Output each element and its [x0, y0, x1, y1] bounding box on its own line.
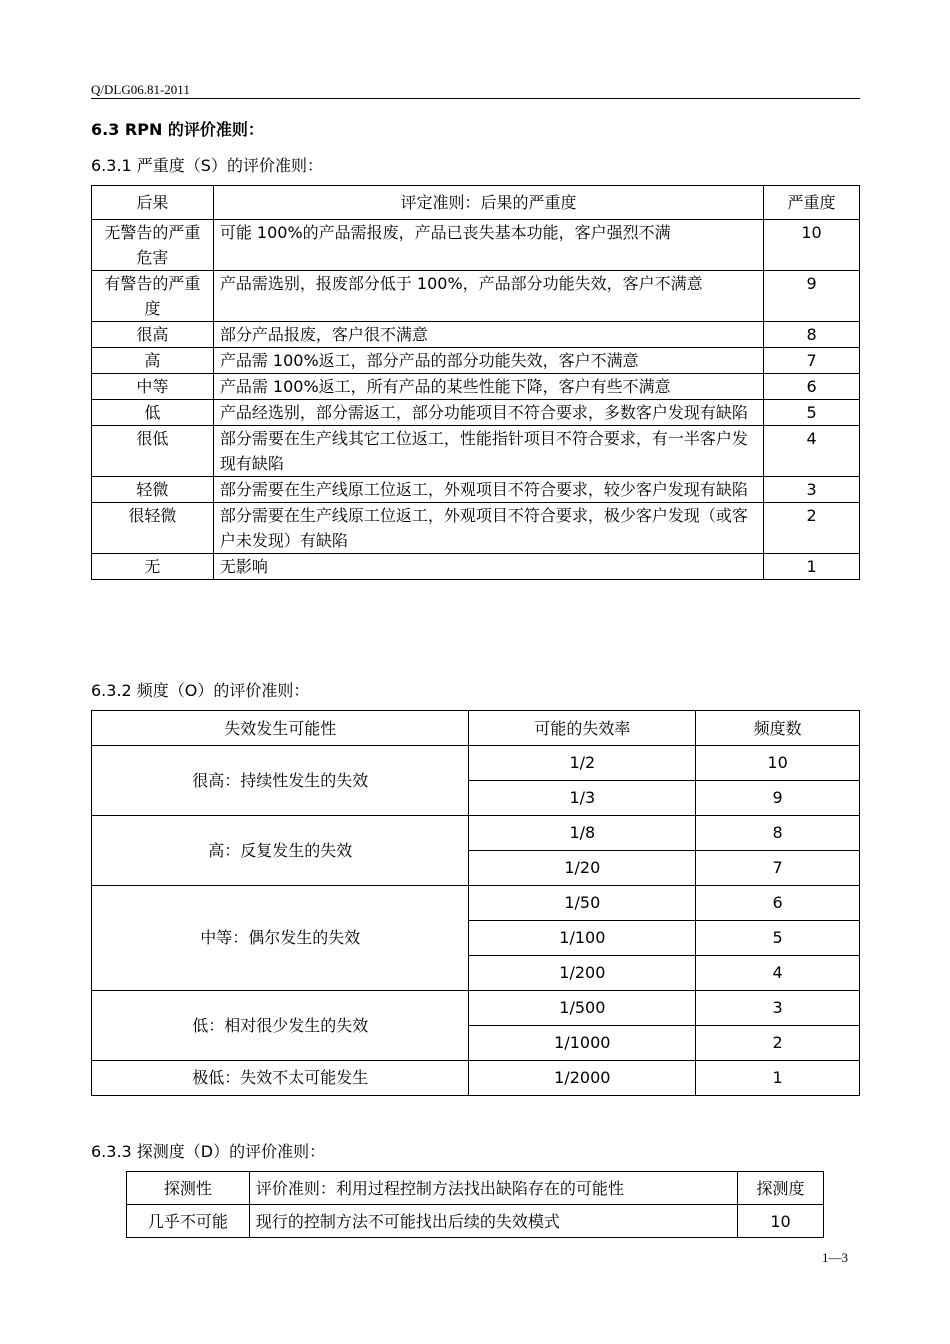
severity-effect-cell: 低 — [92, 400, 214, 426]
severity-rank-cell: 7 — [764, 348, 860, 374]
occurrence-rank-cell: 10 — [696, 746, 860, 781]
severity-criteria-cell: 无影响 — [213, 554, 763, 580]
occurrence-likelihood-cell: 低：相对很少发生的失效 — [92, 991, 469, 1061]
severity-effect-cell: 很轻微 — [92, 503, 214, 554]
occurrence-rate-cell: 1/100 — [469, 921, 696, 956]
severity-criteria-cell: 部分产品报废，客户很不满意 — [213, 322, 763, 348]
severity-effect-cell: 轻微 — [92, 477, 214, 503]
table-row — [92, 271, 860, 322]
severity-rank-cell: 1 — [764, 554, 860, 580]
severity-rank-cell: 10 — [764, 220, 860, 271]
severity-rank-cell: 5 — [764, 400, 860, 426]
occurrence-likelihood-cell: 很高：持续性发生的失效 — [92, 746, 469, 816]
severity-criteria-cell: 部分需要在生产线原工位返工，外观项目不符合要求，较少客户发现有缺陷 — [213, 477, 763, 503]
page-number: 1—3 — [822, 1250, 848, 1265]
occurrence-rank-cell: 3 — [696, 991, 860, 1026]
occurrence-header-likelihood: 失效发生可能性 — [92, 711, 469, 746]
severity-rank-cell: 8 — [764, 322, 860, 348]
severity-criteria-cell: 部分需要在生产线原工位返工，外观项目不符合要求，极少客户发现（或客户未发现）有缺陷 — [213, 503, 763, 554]
occurrence-rank-cell: 6 — [696, 886, 860, 921]
table-row — [92, 503, 860, 554]
occurrence-rank-cell: 4 — [696, 956, 860, 991]
occurrence-rank-cell: 7 — [696, 851, 860, 886]
severity-effect-cell: 有警告的严重度 — [92, 271, 214, 322]
section-title: 6.3 RPN 的评价准则： — [91, 120, 264, 139]
occurrence-header-rate: 可能的失效率 — [469, 711, 696, 746]
document-code: Q/DLG06.81-2011 — [91, 82, 190, 97]
occurrence-rank-cell: 9 — [696, 781, 860, 816]
occurrence-rate-cell: 1/3 — [469, 781, 696, 816]
occurrence-header-rank: 频度数 — [696, 711, 860, 746]
occurrence-likelihood-cell: 中等：偶尔发生的失效 — [92, 886, 469, 991]
detection-criteria-cell: 现行的控制方法不可能找出后续的失效模式 — [249, 1205, 737, 1238]
occurrence-title: 6.3.2 频度（O）的评价准则： — [91, 681, 310, 700]
severity-criteria-cell: 产品需 100%返工，所有产品的某些性能下降，客户有些不满意 — [213, 374, 763, 400]
table-row — [92, 426, 860, 477]
occurrence-rank-cell: 5 — [696, 921, 860, 956]
severity-rank-cell: 3 — [764, 477, 860, 503]
severity-rank-cell: 6 — [764, 374, 860, 400]
detection-title: 6.3.3 探测度（D）的评价准则： — [91, 1142, 326, 1161]
occurrence-likelihood-cell: 高：反复发生的失效 — [92, 816, 469, 886]
severity-criteria-cell: 部分需要在生产线其它工位返工，性能指针项目不符合要求，有一半客户发现有缺陷 — [213, 426, 763, 477]
occurrence-rank-cell: 8 — [696, 816, 860, 851]
occurrence-rank-cell: 1 — [696, 1061, 860, 1096]
severity-effect-cell: 无 — [92, 554, 214, 580]
occurrence-rate-cell: 1/50 — [469, 886, 696, 921]
severity-rank-cell: 4 — [764, 426, 860, 477]
table-row — [92, 886, 860, 921]
table-row — [127, 1205, 824, 1238]
severity-effect-cell: 很高 — [92, 322, 214, 348]
occurrence-rank-cell: 2 — [696, 1026, 860, 1061]
occurrence-rate-cell: 1/1000 — [469, 1026, 696, 1061]
severity-effect-cell: 中等 — [92, 374, 214, 400]
severity-header-effect: 后果 — [92, 186, 214, 220]
severity-title: 6.3.1 严重度（S）的评价准则： — [91, 156, 323, 175]
detection-detectability-cell: 几乎不可能 — [127, 1205, 250, 1238]
detection-header-rank: 探测度 — [738, 1172, 824, 1205]
severity-criteria-cell: 可能 100%的产品需报废，产品已丧失基本功能，客户强烈不满 — [213, 220, 763, 271]
table-row — [92, 816, 860, 851]
table-row — [92, 220, 860, 271]
severity-criteria-cell: 产品需 100%返工，部分产品的部分功能失效，客户不满意 — [213, 348, 763, 374]
table-row — [92, 348, 860, 374]
severity-criteria-cell: 产品经选别，部分需返工，部分功能项目不符合要求，多数客户发现有缺陷 — [213, 400, 763, 426]
severity-effect-cell: 很低 — [92, 426, 214, 477]
occurrence-rate-cell: 1/20 — [469, 851, 696, 886]
severity-criteria-cell: 产品需选别，报废部分低于 100%，产品部分功能失效，客户不满意 — [213, 271, 763, 322]
severity-effect-cell: 无警告的严重危害 — [92, 220, 214, 271]
table-row — [92, 1061, 860, 1096]
table-row — [92, 374, 860, 400]
detection-rank-cell: 10 — [738, 1205, 824, 1238]
severity-rank-cell: 9 — [764, 271, 860, 322]
occurrence-rate-cell: 1/2000 — [469, 1061, 696, 1096]
table-row — [92, 400, 860, 426]
occurrence-likelihood-cell: 极低：失效不太可能发生 — [92, 1061, 469, 1096]
table-row — [92, 746, 860, 781]
occurrence-rate-cell: 1/500 — [469, 991, 696, 1026]
occurrence-rate-cell: 1/2 — [469, 746, 696, 781]
severity-header-rank: 严重度 — [764, 186, 860, 220]
table-row — [92, 554, 860, 580]
occurrence-rate-cell: 1/8 — [469, 816, 696, 851]
detection-header-detectability: 探测性 — [127, 1172, 250, 1205]
severity-table — [91, 185, 860, 580]
severity-header-criteria: 评定准则：后果的严重度 — [213, 186, 763, 220]
header-rule — [91, 98, 860, 99]
occurrence-table — [91, 710, 860, 1096]
severity-rank-cell: 2 — [764, 503, 860, 554]
table-row — [92, 477, 860, 503]
detection-table — [126, 1171, 824, 1238]
table-row — [92, 991, 860, 1026]
occurrence-rate-cell: 1/200 — [469, 956, 696, 991]
table-row — [92, 322, 860, 348]
severity-effect-cell: 高 — [92, 348, 214, 374]
detection-header-criteria: 评价准则：利用过程控制方法找出缺陷存在的可能性 — [249, 1172, 737, 1205]
